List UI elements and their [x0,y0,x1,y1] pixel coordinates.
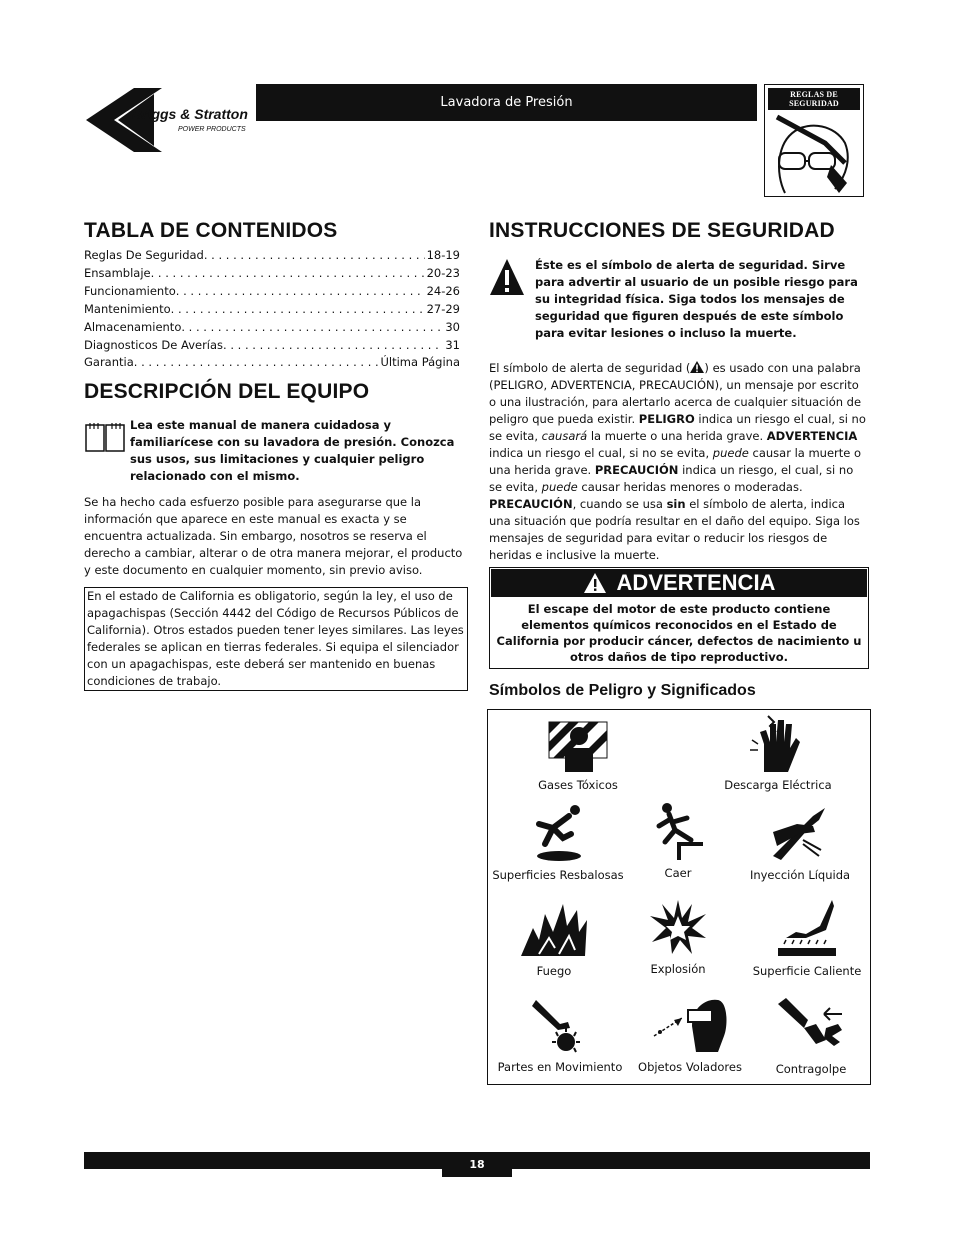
signal-word-precaucion: PRECAUCIÓN [594,463,679,477]
symbol-flying-objects [634,996,746,1074]
electric-shock-icon [748,714,808,772]
symbol-fall [638,802,718,880]
goggles-face-icon [765,113,861,199]
symbol-moving-parts [490,996,630,1074]
safety-heading: INSTRUCCIONES DE SEGURIDAD [489,219,835,242]
toc-item-page: 27-29 [426,301,460,316]
toc-item-label: Diagnosticos De Averías [84,337,224,352]
emphasis-text: puede [712,446,749,460]
signal-word-advertencia: ADVERTENCIA [766,429,858,443]
hot-surface-icon [776,898,838,958]
safety-rules-badge [764,84,864,197]
toc-item[interactable] [84,337,460,355]
toc-item[interactable] [84,301,460,319]
toc-item-label: Ensamblaje [84,265,151,280]
toc-item-label: Funcionamiento [84,283,176,298]
toc-item-label: Reglas De Seguridad [84,248,204,262]
equipment-heading: DESCRIPCIÓN DEL EQUIPO [84,380,370,403]
toc-item[interactable] [84,265,460,283]
safety-body [489,360,869,564]
equipment-paragraph: Se ha hecho cada esfuerzo posible para asegurarse que la información que aparece en este manual es exacta y se encuentra actualizada. Sin embargo, nosotros se reserva el derecho a cambiar, alterar o de otra manera mejorar, el producto y este documento en cualquier momento, sin previo aviso. [84,495,463,577]
body-text: indica un riesgo el cual, si no se evita, [489,446,710,460]
emphasis-text: causará [541,429,588,443]
symbol-label: Contragolpe [775,1062,847,1076]
symbol-explosion [628,898,728,976]
body-text: , cuando se usa [572,497,663,511]
body-text: indica un riesgo, el cual, si no se evita, [489,463,854,494]
symbols-grid [487,709,871,1085]
toc-item-page: 24-26 [426,283,460,298]
page-number: 18 [442,1152,512,1177]
body-text: el símbolo de alerta, indica una situación que podría resultar en el daño del equipo. Siga los mensajes de seguridad para evitar o reducir los riesgos de heridas e inclusive la muerte. [489,497,860,562]
logo-subtext: POWER PRODUCTS [178,126,246,133]
symbol-hot-surface [744,898,870,978]
symbol-label: Superficies Resbalosas [492,868,624,882]
slippery-surface-icon [523,802,593,862]
symbol-label: Partes en Movimiento [497,1060,623,1074]
toc-item[interactable] [84,283,460,301]
toc-item-page: 20-23 [426,265,460,280]
toc-heading: TABLA DE CONTENIDOS [84,219,338,242]
safety-alert-text: Éste es el símbolo de alerta de seguridad. Sirve para advertir al usuario de un posible riesgo para su integridad física. Siga todos los mensajes de seguridad que figuren después de este símbolo para evitar lesiones o incluso la muerte. [535,258,858,340]
body-text: la muerte o una herida grave. [590,429,764,443]
toc-item-page: 31 [445,337,460,352]
symbol-toxic-gases [528,714,628,792]
symbol-label: Gases Tóxicos [538,778,618,792]
symbol-label: Explosión [650,962,706,976]
signal-word-peligro: PELIGRO [638,412,695,426]
toc-item-label: Garantia [84,355,134,370]
flying-objects-icon [652,996,728,1054]
symbol-kickback [756,996,866,1076]
california-notice-box: En el estado de California es obligatorio, según la ley, el uso de apagachispas (Sección 4442 del Código de Recursos Públicos de California). Otros estados pueden tener leyes similares. Las leyes federales se aplican en tierras federales. Si equipa el silenciador con un apagachispas, este deberá ser mantenido en buenas condiciones de trabajo. [84,587,468,691]
warning-header [491,569,867,597]
header-title: Lavadora de Presión [256,84,757,121]
toc-item-page: Última Página [380,355,460,370]
symbol-label: Objetos Voladores [638,1060,742,1074]
toc-item-page: 30 [445,319,460,334]
toc-item-page: 18-19 [426,248,460,262]
brand-logo [82,84,254,156]
symbol-slippery [490,802,626,882]
symbol-label: Caer [664,866,692,880]
toxic-gas-icon [543,714,613,772]
symbol-label: Fuego [536,964,572,978]
warning-triangle-icon [583,572,607,594]
symbol-liquid-injection [742,802,858,882]
symbols-heading: Símbolos de Peligro y Significados [489,682,756,699]
toc-item[interactable] [84,354,460,372]
toc-item[interactable] [84,247,460,265]
logo-text: Briggs & Stratton [132,106,248,122]
liquid-injection-icon [769,802,831,862]
symbol-electric-shock [718,714,838,792]
emphasis-text: puede [541,480,578,494]
body-text: El símbolo de alerta de seguridad ( [489,361,691,375]
body-text: causar heridas menores o moderadas. [581,480,803,494]
body-text: indica un riesgo el cual, si no se evita, [489,412,866,443]
symbol-fire [504,898,604,978]
toc-list [84,247,460,372]
book-icon [84,421,126,457]
warning-box [489,567,869,669]
emphasis-text: sin [666,497,686,511]
warning-title: ADVERTENCIA [616,570,776,595]
kickback-icon [776,996,846,1056]
toc-item-label: Almacenamiento [84,319,182,334]
symbol-label: Inyección Líquida [749,868,851,882]
inline-alert-icon [690,361,704,373]
signal-word-precaucion: PRECAUCIÓN [489,497,573,511]
fire-icon [519,898,589,958]
alert-triangle-icon [489,257,525,301]
warning-text: El escape del motor de este producto contiene elementos químicos reconocidos en el Estado de California por producir cáncer, defectos de nacimiento u otros daños de tipo reproductivo. [496,602,862,664]
toc-item[interactable] [84,319,460,337]
explosion-icon [648,898,708,956]
symbol-label: Superficie Caliente [752,964,862,978]
symbol-label: Descarga Eléctrica [724,778,832,792]
equipment-intro: Lea este manual de manera cuidadosa y familiarícese con su lavadora de presión. Conozca sus usos, sus limitaciones y cualquier peligro relacionado con el mismo. [130,418,455,483]
body-text: ) es usado con una palabra (PELIGRO, ADVERTENCIA, PRECAUCIÓN), un mensaje por escrito o una ilustración, para alertarlo acerca de cualquier situación de peligro que pueda existir. [489,361,862,426]
fall-icon [651,802,705,860]
body-text: causar la muerte o una herida grave. [489,446,862,477]
toc-item-label: Mantenimiento [84,301,171,316]
moving-parts-icon [530,996,590,1054]
badge-title: REGLAS DE SEGURIDAD [768,88,860,110]
